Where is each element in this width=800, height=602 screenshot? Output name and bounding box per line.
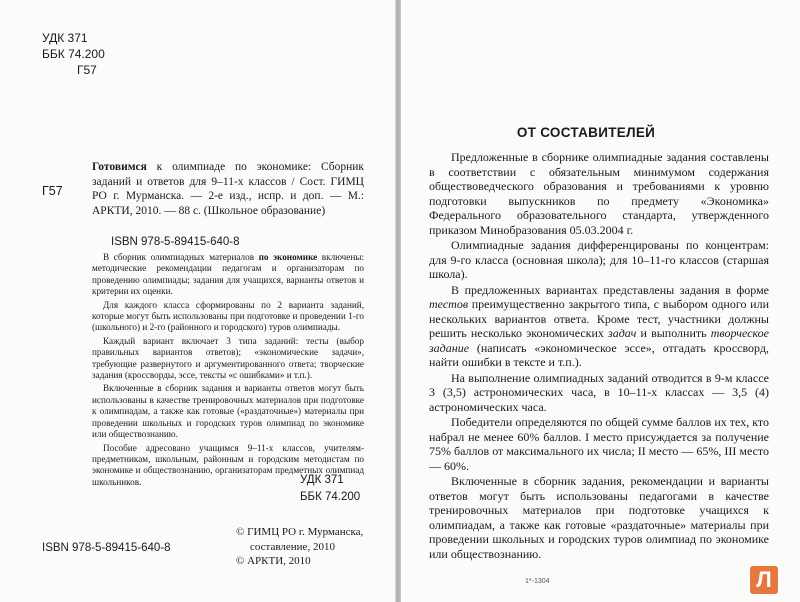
entry-title: Готовимся (92, 161, 147, 173)
udk-code-bottom: УДК 371 (300, 474, 344, 486)
preface-italic-run: тестов (429, 297, 469, 311)
labirint-logo-icon: Л (750, 566, 778, 594)
annotation-paragraph (92, 252, 364, 298)
annotation-text: включены: методические рекомендации педагогам и организаторам по проведению олимпиады; задания для учащихся, варианты ответов и критерии их оценки. (92, 252, 365, 297)
annotation-paragraph: Каждый вариант включает 3 типа заданий: тесты (выбор правильных вариантов ответов); «экономические задачи», требующие развернутого и аргументированного ответа; творческие задания (кроссворды, эссе, тексты «с ошибками» и т.п.). (92, 335, 364, 381)
copyright-line: составление, 2010 (250, 540, 335, 553)
bbk-code-bottom: ББК 74.200 (300, 491, 361, 503)
preface-paragraph: Предложенные в сборнике олимпиадные задания составлены в соответствии с обязательным минимумом содержания обществоведческого образования и требованиями к уровню подготовки выпускников по предмету «Экономика» Федерального образовательного стандарта, утвержденного приказом Минобразования 05.03.2004 г. (429, 150, 769, 237)
copyright-line: © АРКТИ, 2010 (236, 555, 311, 567)
bbk-code: ББК 74.200 (42, 47, 105, 61)
annotation-bold-text: по экономике (258, 252, 318, 262)
annotation-paragraph: Пособие адресовано учащимся 9–11-х классов, учителям-предметникам, школьным, районным и городским методистам по экономике и обществознанию, организаторам предметных олимпиад школьников. (92, 442, 364, 487)
preface-paragraph: Олимпиадные задания дифференцированы по концентрам: для 9-го класса (основная школа); для 10–11-го классов (старшая школа). (429, 238, 769, 281)
copyright-line: © ГИМЦ РО г. Мурманска, (236, 526, 364, 538)
classification-bottom (300, 472, 360, 506)
cutter-code: Г57 (77, 63, 97, 77)
preface-italic-run: задач (608, 326, 637, 340)
annotation-paragraph: Для каждого класса сформированы по 2 варианта заданий, которые могут быть использованы при подготовке и проведении 1-го (школьного) и 2-го (районного и городского) туров олимпиады. (92, 299, 364, 333)
preface-paragraph (429, 283, 769, 370)
isbn-bottom: ISBN 978-5-89415-640-8 (42, 542, 171, 554)
preface-text-run: преимущественно закрытого типа, с выбором одного или нескольких вариантов ответа. Кроме тест, участники должны решить несколько экономических (429, 297, 769, 340)
annotation (92, 252, 364, 488)
entry-cutter-code: Г57 (42, 184, 63, 198)
copyright-block (236, 525, 363, 569)
preface-paragraph: Включенные в сборник задания, рекомендации и варианты ответов могут быть использованы педагогами в качестве тренировочных материалов при подготовке учащихся к олимпиадам, а также как готовые «раздаточные» материалы при проведении школьных и городских туров олимпиад по экономике или обществознанию. (429, 474, 769, 561)
page-heading: ОТ СОСТАВИТЕЛЕЙ (516, 125, 656, 140)
preface-text-run: и выполнить (636, 326, 711, 340)
preface-text-run: (написать «экономическое эссе», отгадать кроссворд, найти ошибки в тексте и т.п.). (429, 340, 769, 369)
preface-text (429, 150, 769, 561)
preface-text-run: В предложенных вариантах представлены задания в форме (451, 282, 769, 297)
entry-isbn: ISBN 978-5-89415-640-8 (111, 236, 240, 248)
preface-paragraph: Победители определяются по общей сумме баллов их тех, кто набрал не менее 60% баллов. I место присуждается за получение 75% баллов от максимального их числа; II место — 65%, III место — 60%. (429, 415, 769, 473)
press-code: 1*-1304 (525, 578, 550, 585)
preface-paragraph: На выполнение олимпиадных заданий отводится в 9-м классе 3 (3,5) астрономических часа, в 10–11-х классах — 3,5 (4) астрономических часа. (429, 370, 769, 414)
annotation-paragraph: Включенные в сборник задания и варианты ответов могут быть использованы в качестве тренировочных материалов при подготовке к олимпиадам, а также как готовые («раздаточные») материалы при проведении школьных и городских туров олимпиад по экономике или обществознанию. (92, 383, 364, 440)
bibliographic-entry (92, 160, 364, 218)
udk-code: УДК 371 (42, 31, 88, 45)
classification-block (42, 30, 105, 78)
preface-italic-run: творческое задание (429, 326, 770, 355)
annotation-text: В сборник олимпиадных материалов (103, 252, 259, 262)
entry-text: к олимпиаде по экономике: Сборник заданий и ответов для 9–11-х классов / Сост. ГИМЦ РО г. Мурманска. — 2-е изд., испр. и доп. — М.: АРКТИ, 2010. — 88 с. (Школьное образование) (92, 161, 364, 217)
